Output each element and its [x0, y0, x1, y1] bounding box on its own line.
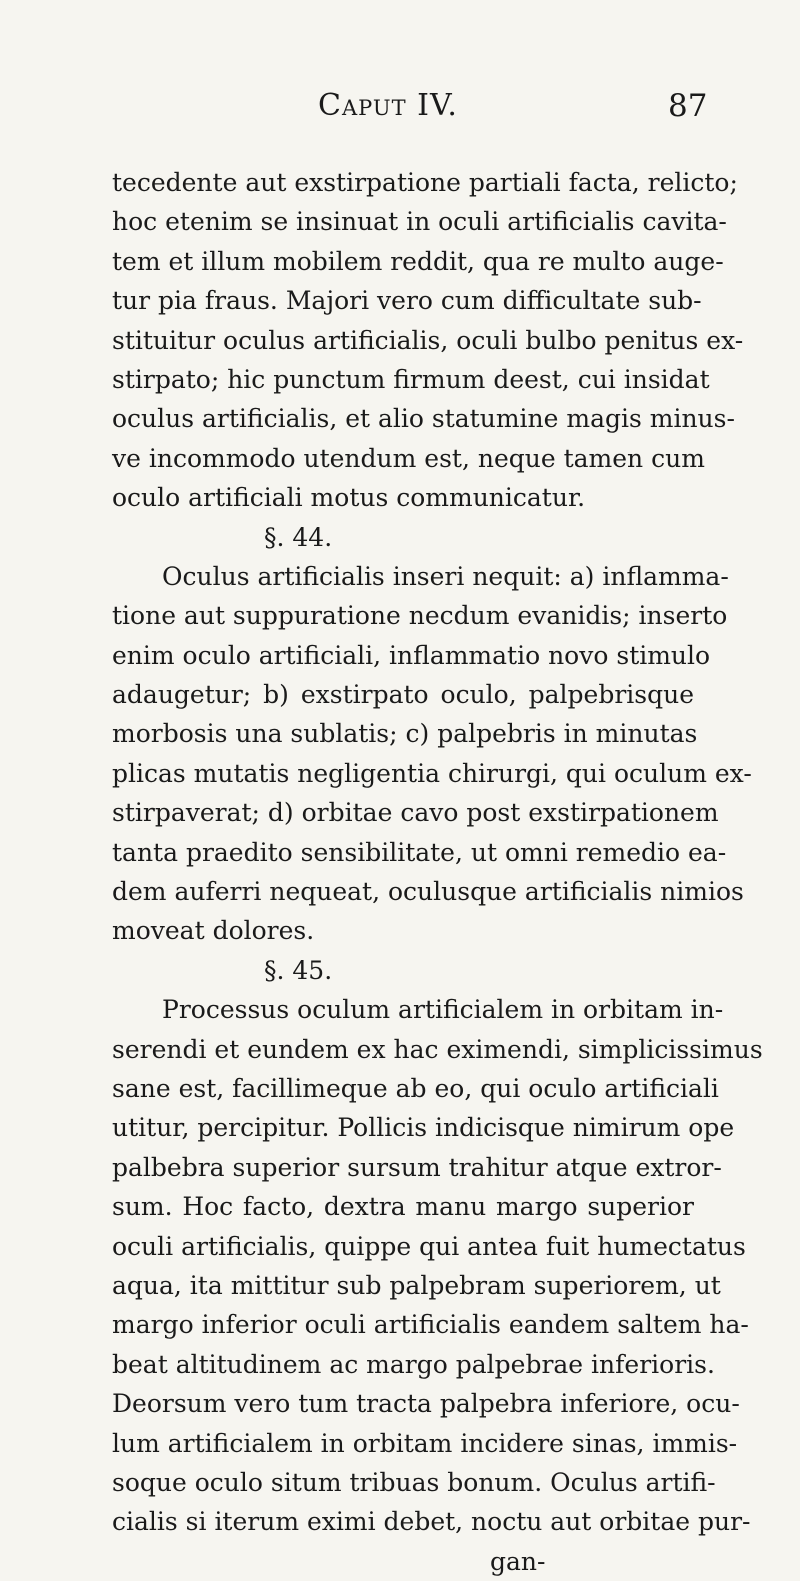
body-text — [112, 163, 763, 1581]
text-line: stirpaverat; d) orbitae cavo post exstirpationem — [112, 798, 719, 828]
text-line: moveat dolores. — [112, 916, 315, 946]
text-line: oculo artificiali motus communicatur. — [112, 483, 586, 513]
text-line: lum artificialem in orbitam incidere sinas, immis- — [112, 1428, 738, 1458]
text-line: tem et illum mobilem reddit, qua re multo auge- — [112, 246, 724, 276]
text-line: beat altitudinem ac margo palpebrae inferioris. — [112, 1349, 715, 1379]
section-heading: §. 45. — [264, 955, 333, 985]
text-line: cialis si iterum eximi debet, noctu aut orbitae pur- — [112, 1507, 751, 1537]
section-heading: §. 44. — [264, 522, 333, 552]
text-line: Processus oculum artificialem in orbitam in- — [162, 995, 724, 1025]
text-line: margo inferior oculi artificialis eandem saltem ha- — [112, 1310, 749, 1340]
text-line: oculus artificialis, et alio statumine magis minus- — [112, 404, 735, 434]
text-line: sane est, facillimeque ab eo, qui oculo artificiali — [112, 1073, 719, 1103]
text-line: plicas mutatis negligentia chirurgi, qui oculum ex- — [112, 758, 752, 788]
text-line: utitur, percipitur. Pollicis indicisque nimirum ope — [112, 1113, 735, 1143]
text-line: tanta praedito sensibilitate, ut omni remedio ea- — [112, 837, 727, 867]
text-line: morbosis una sublatis; c) palpebris in minutas — [112, 719, 698, 749]
text-line: tione aut suppuratione necdum evanidis; inserto — [112, 601, 728, 631]
text-line: serendi et eundem ex hac eximendi, simplicissimus — [112, 1034, 763, 1064]
text-line: enim oculo artificiali, inflammatio novo stimulo — [112, 640, 711, 670]
text-line: tur pia fraus. Majori vero cum difficultate sub- — [112, 286, 702, 316]
text-line: tecedente aut exstirpatione partiali facta, relicto; — [112, 168, 738, 197]
text-line: palbebra superior sursum trahitur atque extror- — [112, 1152, 722, 1182]
text-line: aqua, ita mittitur sub palpebram superiorem, ut — [112, 1270, 721, 1300]
text-line: Deorsum vero tum tracta palpebra inferiore, ocu- — [112, 1389, 740, 1419]
page-number: 87 — [668, 88, 708, 124]
text-line: sum. Hoc facto, dextra manu margo superior — [112, 1192, 694, 1222]
text-line: dem auferri nequeat, oculusque artificialis nimios — [112, 877, 744, 907]
catchword: gan- — [490, 1546, 546, 1576]
text-line: ve incommodo utendum est, neque tamen cum — [112, 443, 705, 473]
text-line: soque oculo situm tribuas bonum. Oculus artifi- — [112, 1467, 716, 1497]
text-line: hoc etenim se insinuat in oculi artificialis cavita- — [112, 207, 727, 237]
running-head: Caput IV. — [318, 88, 458, 123]
page-header — [0, 88, 800, 128]
text-line: stirpato; hic punctum firmum deest, cui insidat — [112, 364, 710, 394]
text-line: Oculus artificialis inseri nequit: a) inflamma- — [162, 561, 729, 591]
text-line: stituitur oculus artificialis, oculi bulbo penitus ex- — [112, 325, 744, 355]
text-line: adaugetur; b) exstirpato oculo, palpebrisque — [112, 680, 694, 710]
text-line: oculi artificialis, quippe qui antea fuit humectatus — [112, 1231, 746, 1261]
